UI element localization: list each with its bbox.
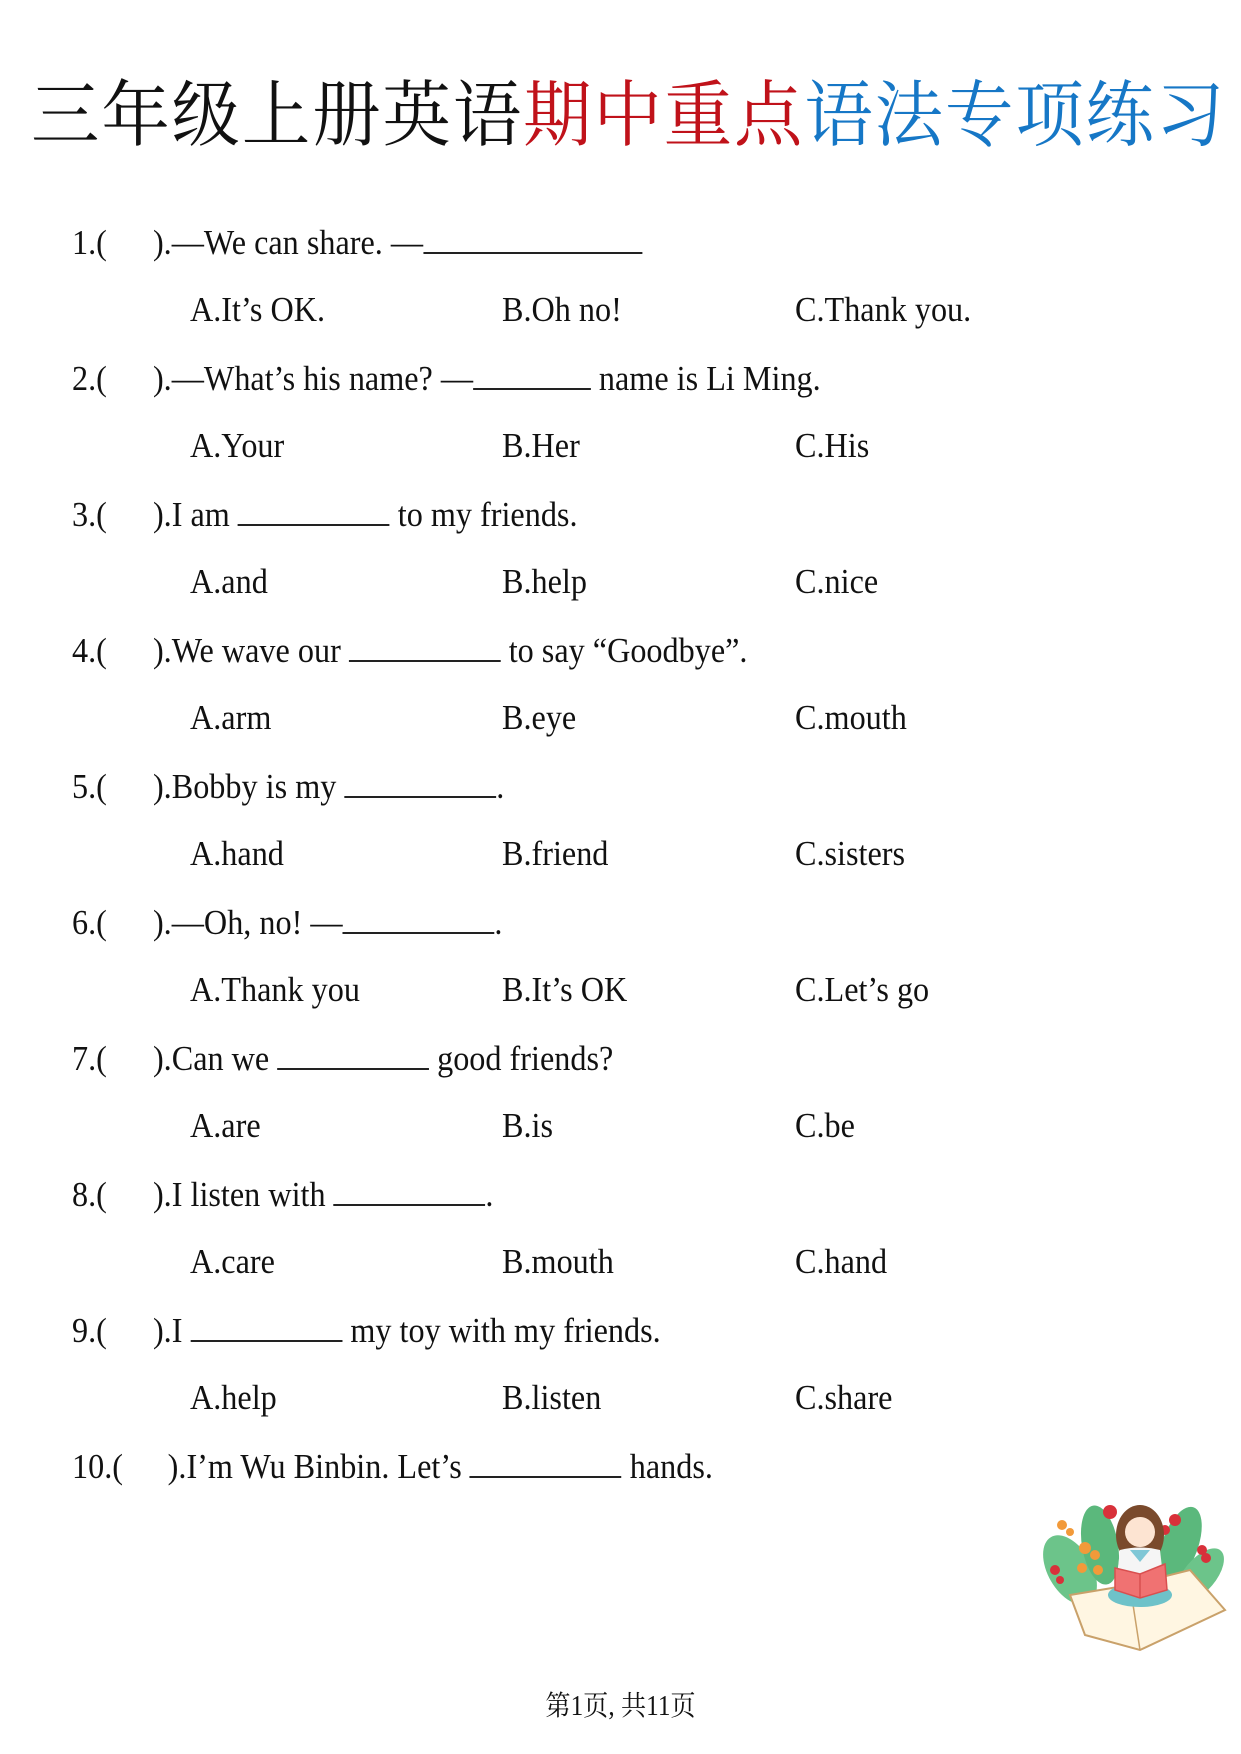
question-3 (72, 494, 578, 535)
answer-paren-close: ). (152, 359, 172, 398)
answer-blank (473, 358, 591, 390)
option-a: A.Thank you (190, 970, 360, 1009)
question-text: I am (171, 495, 238, 534)
question-6 (72, 902, 502, 943)
answer-blank (349, 630, 501, 662)
question-number: 3.( (72, 495, 107, 534)
option-b: B.Oh no! (502, 290, 622, 329)
question-text-after: to say “Goodbye”. (500, 631, 748, 670)
question-text: Bobby is my (171, 767, 345, 806)
answer-paren-close: ). (152, 495, 172, 534)
option-b: B.help (502, 562, 587, 601)
answer-blank (343, 902, 495, 934)
option-c: C.sisters (795, 834, 906, 873)
option-b: B.listen (502, 1378, 602, 1417)
title-part-grammar: 语法专项练习 (804, 73, 1227, 157)
girl-reading-book-illustration-icon (1030, 1490, 1230, 1660)
question-number: 2.( (72, 359, 107, 398)
answer-blank (344, 766, 496, 798)
answer-paren-close: ). (152, 1311, 172, 1350)
option-c: C.mouth (795, 698, 907, 737)
question-text: I (171, 1311, 191, 1350)
question-text: I’m Wu Binbin. Let’s (186, 1447, 470, 1486)
question-number: 9.( (72, 1311, 107, 1350)
option-c: C.hand (795, 1242, 888, 1281)
answer-paren-close: ). (152, 223, 172, 262)
option-a: A.help (190, 1378, 277, 1417)
question-number: 10.( (72, 1447, 123, 1486)
option-c: C.Thank you. (795, 290, 972, 329)
page-title (31, 60, 1227, 170)
option-a: A.are (190, 1106, 261, 1145)
option-b: B.mouth (502, 1242, 614, 1281)
option-a: A.It’s OK. (190, 290, 326, 329)
option-b: B.eye (502, 698, 577, 737)
answer-paren-close: ). (152, 767, 172, 806)
option-c: C.be (795, 1106, 855, 1145)
question-text: —We can share. — (171, 223, 424, 262)
answer-paren-close: ). (152, 1175, 172, 1214)
question-text: We wave our (171, 631, 349, 670)
option-c: C.share (795, 1378, 893, 1417)
question-number: 8.( (72, 1175, 107, 1214)
option-c: C.nice (795, 562, 879, 601)
answer-paren-close: ). (152, 1039, 172, 1078)
option-a: A.hand (190, 834, 284, 873)
question-number: 4.( (72, 631, 107, 670)
answer-paren-close: ). (167, 1447, 187, 1486)
question-2 (72, 358, 821, 399)
question-7 (72, 1038, 613, 1079)
question-number: 5.( (72, 767, 107, 806)
question-number: 1.( (72, 223, 107, 262)
answer-blank (423, 222, 642, 254)
question-text: I listen with (171, 1175, 334, 1214)
option-a: A.care (190, 1242, 275, 1281)
question-text: Can we (171, 1039, 278, 1078)
option-c: C.His (795, 426, 870, 465)
answer-blank (334, 1174, 486, 1206)
question-4 (72, 630, 747, 671)
question-text-after: good friends? (429, 1039, 614, 1078)
answer-blank (191, 1310, 343, 1342)
question-text-after: . (496, 767, 505, 806)
answer-paren-close: ). (152, 903, 172, 942)
answer-paren-close: ). (152, 631, 172, 670)
question-1 (72, 222, 642, 263)
question-text-after: . (494, 903, 503, 942)
question-number: 7.( (72, 1039, 107, 1078)
question-text-after: hands. (621, 1447, 713, 1486)
option-b: B.Her (502, 426, 580, 465)
answer-blank (238, 494, 390, 526)
page-number-footer: 第1页, 共11页 (545, 1691, 696, 1722)
question-text: —Oh, no! — (171, 903, 343, 942)
question-number: 6.( (72, 903, 107, 942)
question-text-after: name is Li Ming. (590, 359, 821, 398)
answer-blank (470, 1446, 622, 1478)
question-text-after: my toy with my friends. (342, 1311, 661, 1350)
answer-blank (277, 1038, 429, 1070)
option-c: C.Let’s go (795, 970, 930, 1009)
option-b: B.friend (502, 834, 609, 873)
option-a: A.and (190, 562, 268, 601)
question-text-after: . (485, 1175, 494, 1214)
option-a: A.Your (190, 426, 285, 465)
option-a: A.arm (190, 698, 272, 737)
option-b: B.It’s OK (502, 970, 628, 1009)
question-10 (72, 1446, 713, 1487)
question-8 (72, 1174, 493, 1215)
question-9 (72, 1310, 661, 1351)
title-part-grade: 三年级上册英语 (31, 73, 524, 157)
question-text: —What’s his name? — (171, 359, 474, 398)
title-part-midterm: 期中重点 (523, 73, 805, 157)
question-text-after: to my friends. (389, 495, 578, 534)
option-b: B.is (502, 1106, 554, 1145)
question-5 (72, 766, 504, 807)
